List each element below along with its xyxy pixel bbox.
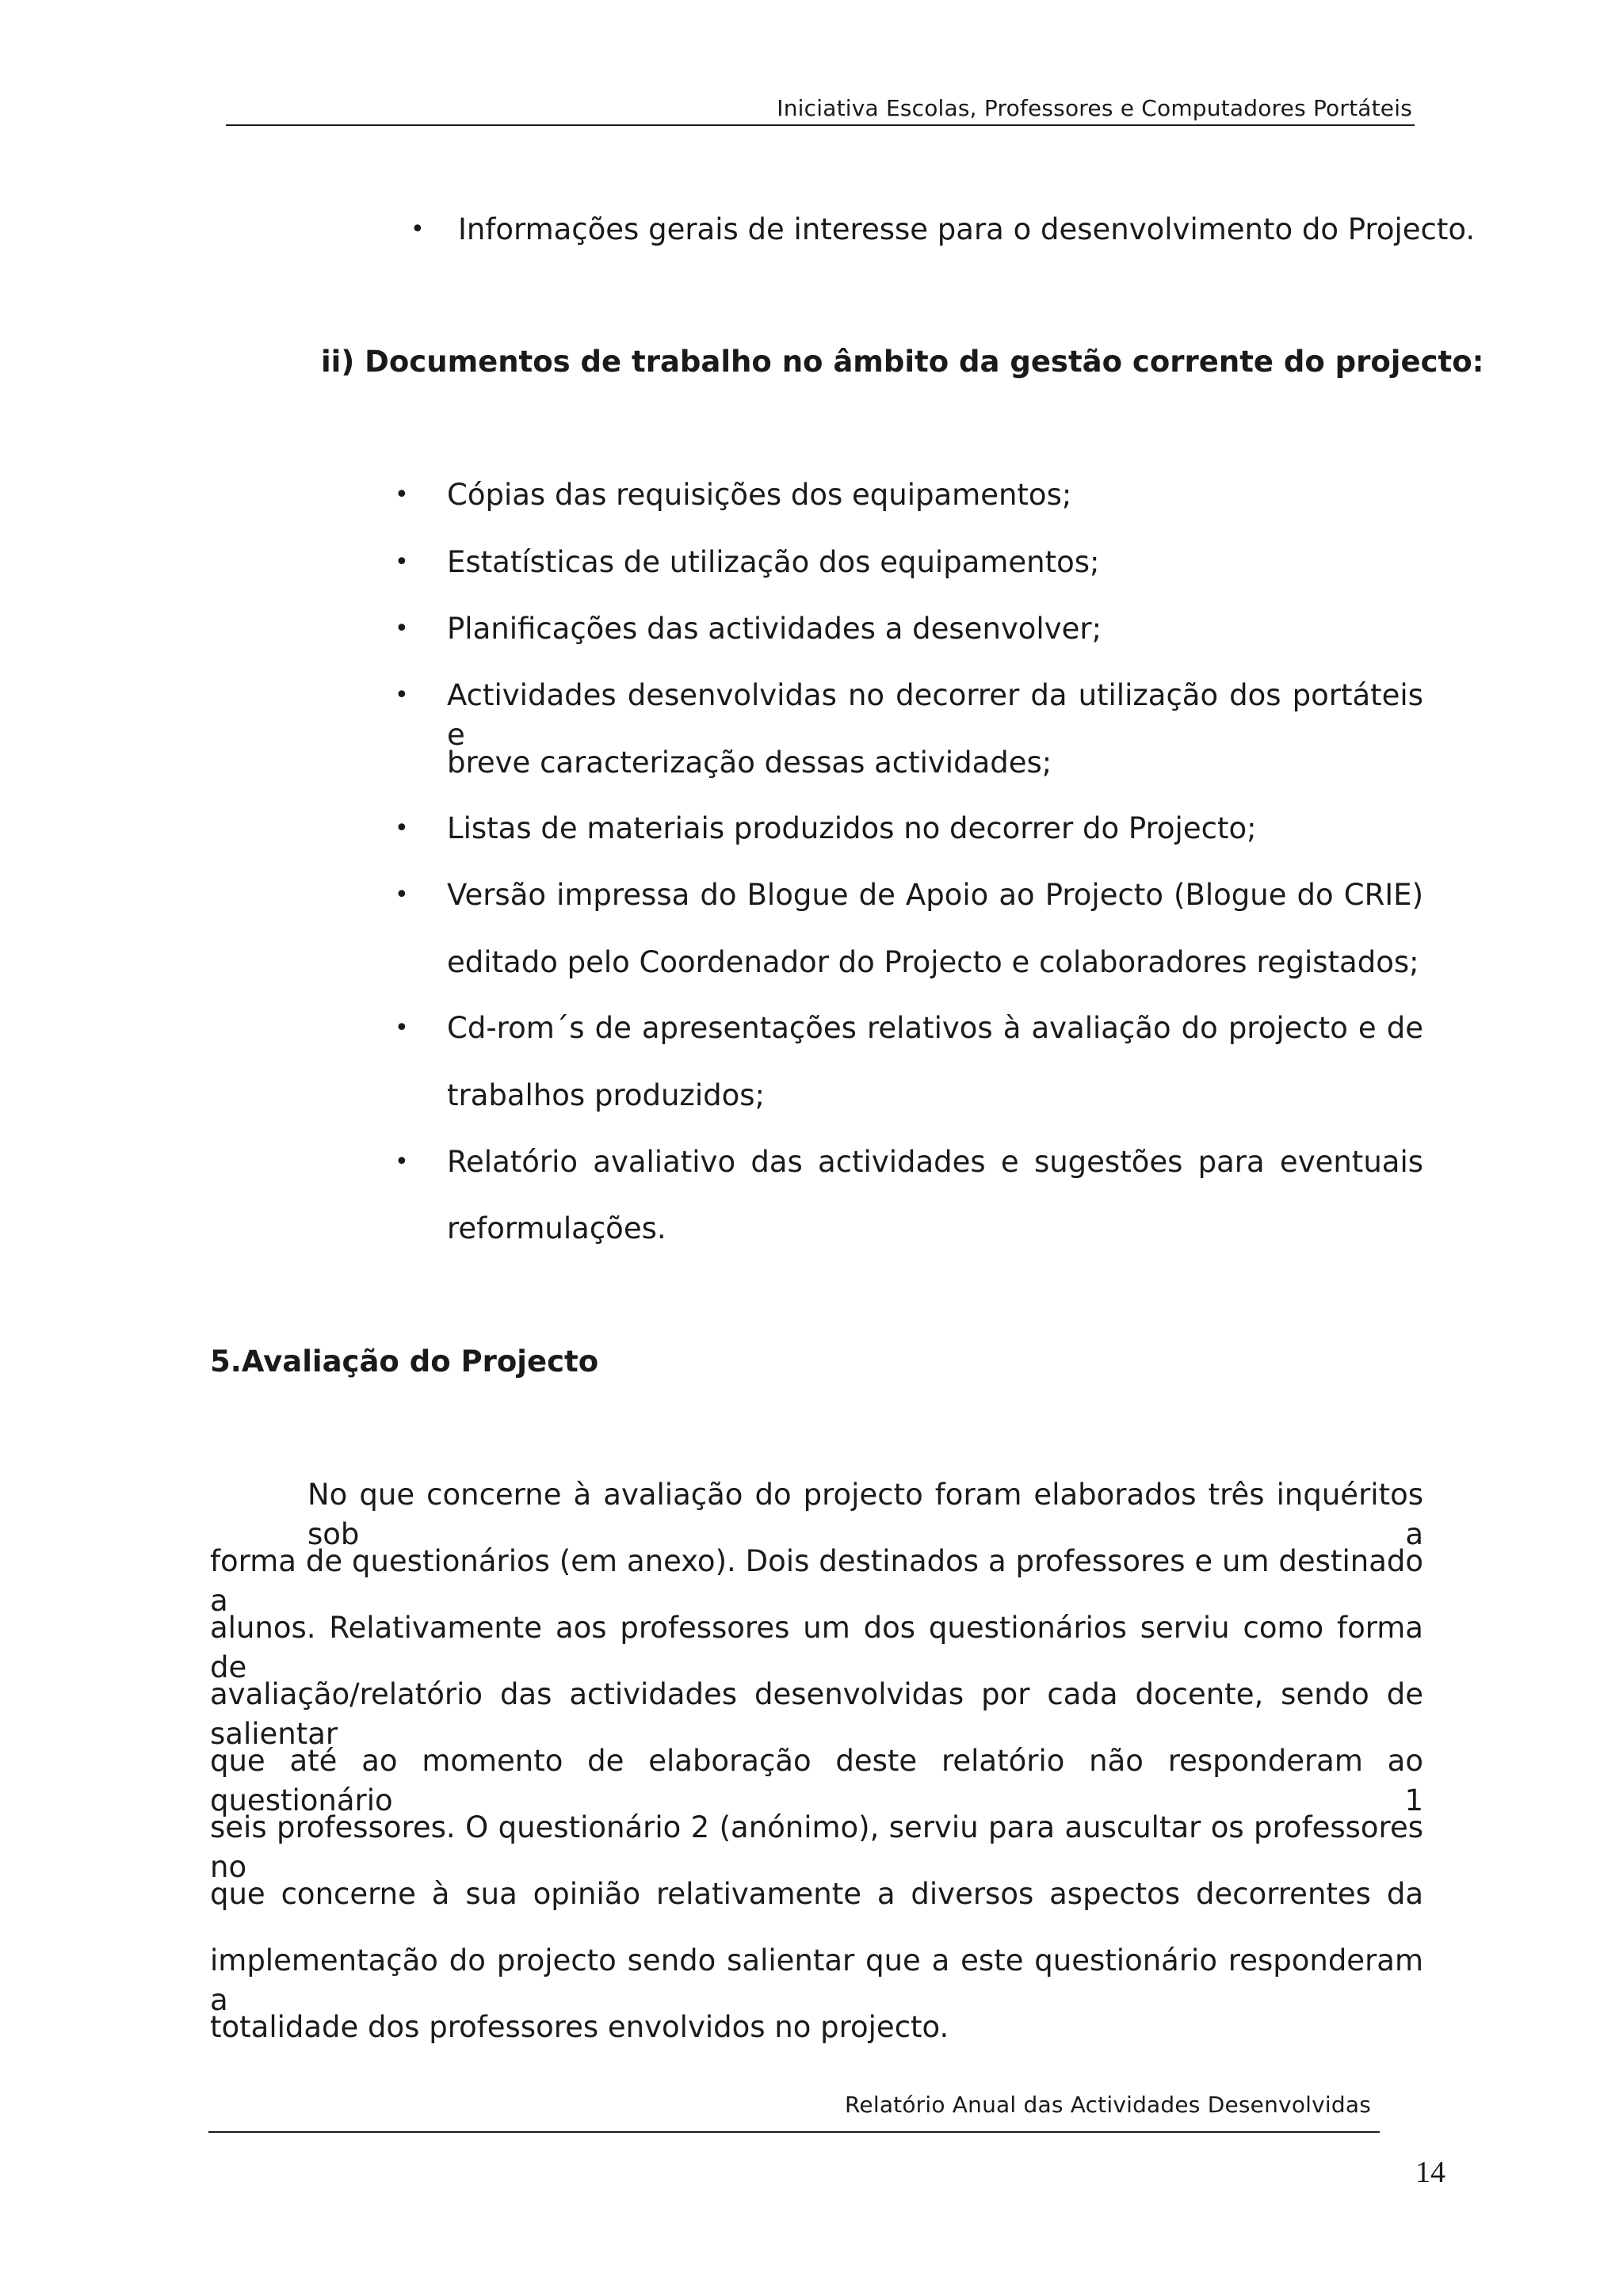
section-title: ii) Documentos de trabalho no âmbito da gestão corrente do projecto: — [321, 345, 1484, 379]
list-item: Planificações das actividades a desenvolver; — [447, 612, 1102, 646]
list-item: Informações gerais de interesse para o desenvolvimento do Projecto. — [458, 212, 1476, 246]
list-item: Actividades desenvolvidas no decorrer da utilização dos portáteis e — [447, 678, 1423, 752]
paragraph-line: que até ao momento de elaboração deste relatório não responderam ao questionário 1 — [210, 1744, 1423, 1817]
list-item: Versão impressa do Blogue de Apoio ao Projecto (Blogue do CRIE) — [447, 878, 1423, 912]
list-item-continuation: editado pelo Coordenador do Projecto e colaboradores registados; — [447, 945, 1419, 979]
paragraph-line: totalidade dos professores envolvidos no projecto. — [210, 2010, 949, 2044]
bullet-icon: • — [395, 881, 409, 909]
bullet-icon: • — [395, 814, 409, 842]
paragraph-line: forma de questionários (em anexo). Dois destinados a professores e um destinado a — [210, 1544, 1423, 1618]
page-footer: Relatório Anual das Actividades Desenvolvidas — [845, 2092, 1371, 2118]
bullet-icon: • — [395, 1148, 409, 1176]
list-item: Estatísticas de utilização dos equipamentos; — [447, 545, 1100, 579]
paragraph-line: avaliação/relatório das actividades desenvolvidas por cada docente, sendo de salientar — [210, 1677, 1423, 1751]
paragraph-line: No que concerne à avaliação do projecto foram elaborados três inquéritos sob a — [307, 1478, 1423, 1551]
bullet-icon: • — [395, 681, 409, 709]
paragraph-line: implementação do projecto sendo salientar que a este questionário responderam a — [210, 1943, 1423, 2017]
paragraph-line: seis professores. O questionário 2 (anónimo), serviu para auscultar os professores no — [210, 1810, 1423, 1884]
section-title: 5.Avaliação do Projecto — [210, 1344, 599, 1379]
list-item-continuation: breve caracterização dessas actividades; — [447, 746, 1052, 780]
list-item: Cópias das requisições dos equipamentos; — [447, 478, 1072, 512]
list-item: Relatório avaliativo das actividades e sugestões para eventuais — [447, 1145, 1423, 1179]
list-item-continuation: reformulações. — [447, 1211, 666, 1245]
bullet-icon: • — [395, 615, 409, 643]
bullet-icon: • — [395, 548, 409, 576]
paragraph-line: que concerne à sua opinião relativamente a diversos aspectos decorrentes da — [210, 1877, 1423, 1911]
list-item: Listas de materiais produzidos no decorrer do Projecto; — [447, 811, 1257, 845]
paragraph-line: alunos. Relativamente aos professores um dos questionários serviu como forma de — [210, 1611, 1423, 1684]
list-item: Cd-rom´s de apresentações relativos à avaliação do projecto e de — [447, 1011, 1423, 1045]
footer-divider — [208, 2131, 1380, 2133]
list-item-continuation: trabalhos produzidos; — [447, 1078, 765, 1112]
bullet-icon: • — [411, 215, 425, 243]
page-header: Iniciativa Escolas, Professores e Computadores Portáteis — [777, 95, 1412, 121]
page-number: 14 — [1415, 2156, 1445, 2189]
bullet-icon: • — [395, 481, 409, 509]
header-divider — [226, 124, 1415, 126]
bullet-icon: • — [395, 1014, 409, 1042]
